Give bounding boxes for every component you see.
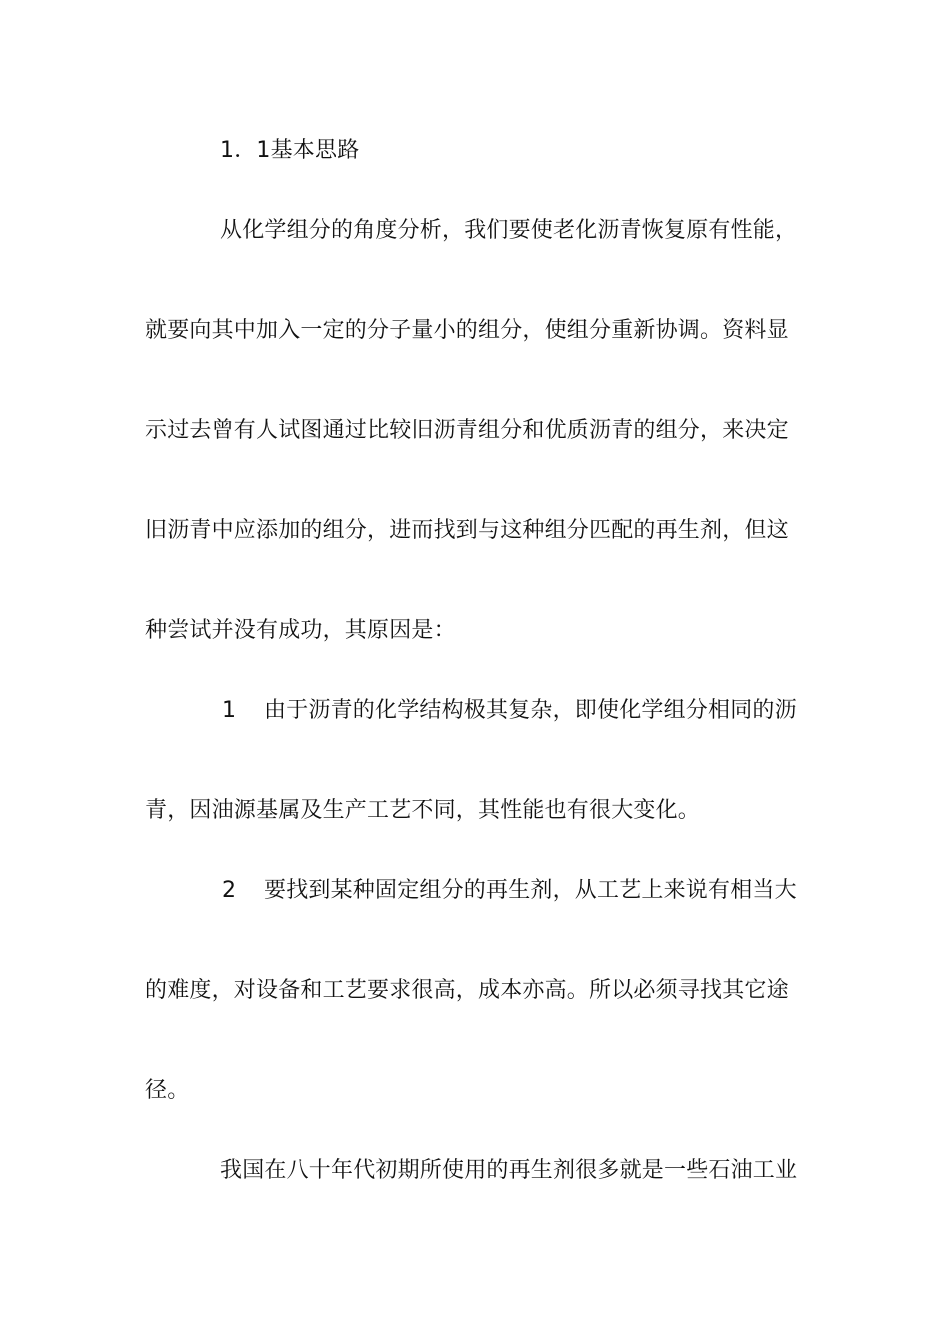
- paragraph-line: 从化学组分的角度分析，我们要使老化沥青恢复原有性能，: [220, 218, 798, 243]
- list-item-number: 1: [222, 698, 237, 723]
- paragraph-line: 的难度，对设备和工艺要求很高，成本亦高。所以必须寻找其它途: [145, 978, 789, 1003]
- paragraph-line: 就要向其中加入一定的分子量小的组分，使组分重新协调。资料显: [145, 318, 789, 343]
- paragraph-line: 我国在八十年代初期所使用的再生剂很多就是一些石油工业: [220, 1158, 798, 1183]
- list-item-number: 2: [222, 878, 237, 903]
- paragraph-line: 旧沥青中应添加的组分，进而找到与这种组分匹配的再生剂，但这: [145, 518, 789, 543]
- paragraph-line: 种尝试并没有成功，其原因是：: [145, 618, 456, 643]
- list-item-text: 要找到某种固定组分的再生剂，从工艺上来说有相当大: [264, 878, 797, 903]
- list-item-text: 由于沥青的化学结构极其复杂，即使化学组分相同的沥: [264, 698, 797, 723]
- list-item-1: [222, 696, 807, 726]
- paragraph-line: 青，因油源基属及生产工艺不同，其性能也有很大变化。: [145, 798, 701, 823]
- paragraph-line: 示过去曾有人试图通过比较旧沥青组分和优质沥青的组分，来决定: [145, 418, 789, 443]
- paragraph-line: 径。: [145, 1078, 190, 1103]
- section-heading: 1．1基本思路: [220, 138, 360, 163]
- list-item-2: [222, 876, 807, 906]
